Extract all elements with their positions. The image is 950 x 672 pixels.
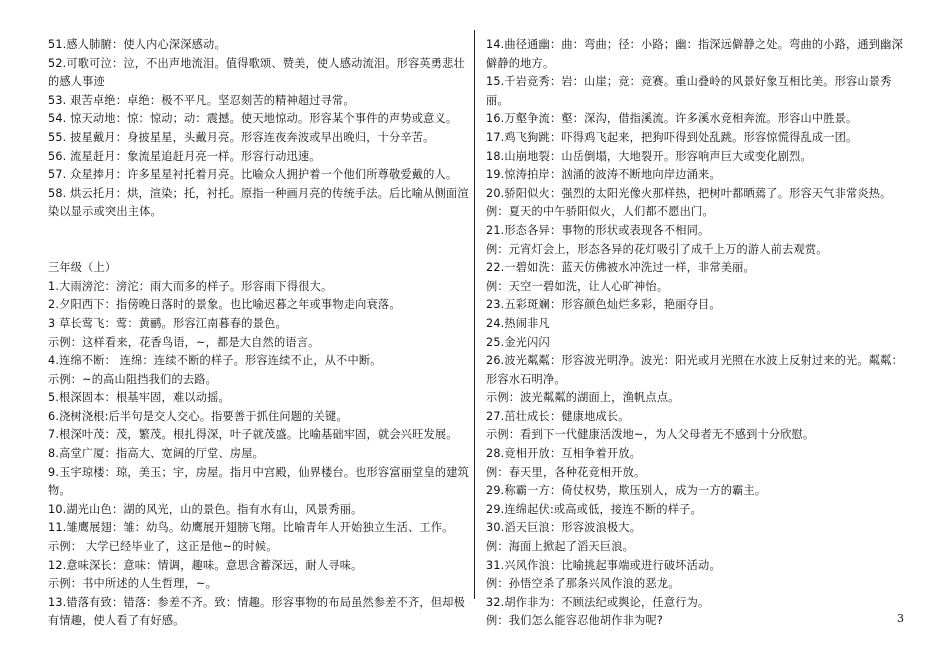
- text-line: 5.根深固本：根基牢固，难以动摇。: [48, 391, 230, 405]
- text-line: 20.骄阳似火：强烈的太阳光像火那样热，把树叶都晒蔫了。形容天气非常炎热。: [486, 186, 892, 200]
- text-line: 示例：看到下一代健康活泼地~，为人父母者无不感到十分欣慰。: [486, 428, 815, 442]
- text-line: 16.万壑争流：壑：深沟，借指溪流。许多溪水竞相奔流。形容山中胜景。: [486, 112, 858, 126]
- text-line: 9.玉宇琼楼：琼，美玉；宇，房屋。指月中宫殿，仙界楼台。也形容富丽堂皇的建筑物。: [48, 465, 470, 498]
- text-line: 24.热闹非凡: [486, 316, 550, 330]
- text-line: 例：天空一碧如洗，让人心旷神怡。: [486, 279, 669, 293]
- text-line: 17.鸡飞狗跳：吓得鸡飞起来，把狗吓得到处乱跳。形容惊慌得乱成一团。: [486, 130, 858, 144]
- text-line: 25.金光闪闪: [486, 335, 550, 349]
- text-line: 28.竞相开放：互相争着开放。: [486, 447, 642, 461]
- text-line: 例：我们怎么能容忍他胡作非为呢?: [486, 614, 663, 628]
- text-line: 例：海面上掀起了滔天巨浪。: [486, 540, 635, 554]
- text-line: 23.五彩斑斓：形容颜色灿烂多彩，艳丽夺目。: [486, 298, 721, 312]
- column-divider: [474, 30, 475, 599]
- text-line: 示例：~的高山阻挡我们的去路。: [48, 372, 217, 386]
- text-line: 29.称霸一方：倚仗权势，欺压别人，成为一方的霸主。: [486, 484, 767, 498]
- text-line: 7.根深叶茂：茂，繁茂。根扎得深，叶子就茂盛。比喻基础牢固，就会兴旺发展。: [48, 428, 458, 442]
- text-line: 53. 艰苦卓绝：卓绝：极不平凡。坚忍刻苦的精神超过寻常。: [48, 93, 355, 107]
- text-line: 例：夏天的中午骄阳似火，人们都不愿出门。: [486, 205, 714, 219]
- left-column: [48, 36, 473, 631]
- text-line: 例：元宵灯会上，形态各异的花灯吸引了成千上万的游人前去观赏。: [486, 242, 828, 256]
- text-line: 57. 众星捧月：许多星星衬托着月亮。比喻众人拥护着一个他们所尊敬爱戴的人。: [48, 168, 458, 182]
- page-number: 3: [897, 612, 904, 625]
- text-line: 54. 惊天动地：惊：惊动；动：震撼。使天地惊动。形容某个事件的声势或意义。: [48, 112, 458, 126]
- text-line: 29.连绵起伏:或高或低，接连不断的样子。: [486, 502, 702, 516]
- text-line: 14.曲径通幽：曲：弯曲；径：小路；幽：指深远僻静之处。弯曲的小路，通到幽深僻静的地方。: [486, 38, 903, 70]
- text-line: 3 草长莺飞：莺：黄鹂。形容江南暮春的景色。: [48, 316, 287, 330]
- text-line: 58. 烘云托月：烘，渲染；托，衬托。原指一种画月亮的传统手法。后比喻从侧面渲染以显示或突出主体。: [48, 186, 469, 219]
- text-line: 10.湖光山色：湖的风光，山的景色。指有水有山，风景秀丽。: [48, 502, 363, 516]
- text-line: 52.可歌可泣：泣，不出声地流泪。值得歌颂、赞美，使人感动流泪。形容英勇悲壮的感人事迹: [48, 56, 465, 89]
- text-line: 27.茁壮成长：健康地成长。: [486, 409, 630, 423]
- text-line: 示例：这样看来，花香鸟语，~，都是大自然的语言。: [48, 335, 320, 349]
- text-line: 8.高堂广厦：指高大、宽阔的厅堂、房屋。: [48, 447, 265, 461]
- text-line: 2.夕阳西下：指傍晚日落时的景象。也比喻迟暮之年或事物走向衰落。: [48, 298, 401, 312]
- text-line: 12.意味深长：意味：情调，趣味。意思含蓄深远，耐人寻味。: [48, 558, 363, 572]
- text-line: 30.滔天巨浪：形容波浪极大。: [486, 521, 642, 535]
- text-line: 19.惊涛拍岸：汹涌的波涛不断地向岸边涌来。: [486, 168, 721, 182]
- text-line: 56. 流星赶月：象流星追赶月亮一样。形容行动迅速。: [48, 149, 321, 163]
- text-line: 22.一碧如洗：蓝天仿佛被水冲洗过一样，非常美丽。: [486, 261, 755, 275]
- text-line: 13.错落有致：错落：参差不齐。致：情趣。形容事物的布局虽然参差不齐，但却极有情趣，使人看了有好感。: [48, 595, 465, 628]
- text-line: 31.兴风作浪：比喻挑起事端或进行破坏活动。: [486, 558, 721, 572]
- text-line: 15.千岩竞秀：岩：山崖；竞：竞赛。重山叠岭的风景好象互相比美。形容山景秀丽。: [486, 75, 892, 107]
- text-line: 11.雏鹰展翅：雏：幼鸟。幼鹰展开翅膀飞翔。比喻青年人开始独立生活、工作。: [48, 521, 454, 535]
- text-line: 6.浇树浇根:后半句是交人交心。指要善于抓住问题的关键。: [48, 409, 348, 423]
- text-line: 示例：波光粼粼的湖面上，渔帆点点。: [486, 391, 680, 405]
- text-line: 4.连绵不断： 连绵：连续不断的样子。形容连续不止，从不中断。: [48, 354, 382, 368]
- right-column: [486, 36, 911, 631]
- text-line: 55. 披星戴月：身披星星，头戴月亮。形容连夜奔波或早出晚归，十分辛苦。: [48, 130, 435, 144]
- text-line: 26.波光粼粼：形容波光明净。波光：阳光或月光照在水波上反射过来的光。粼粼：形容水石明净。: [486, 354, 903, 386]
- text-line: 21.形态各异：事物的形状或表现各不相同。: [486, 223, 710, 237]
- text-line: 32.胡作非为：不顾法纪或舆论，任意行为。: [486, 595, 710, 609]
- text-line: 示例：书中所述的人生哲理，~。: [48, 577, 217, 591]
- text-line: 51.感人肺腑：使人内心深深感动。: [48, 38, 226, 51]
- text-line: 例：孙悟空杀了那条兴风作浪的恶龙。: [486, 577, 680, 591]
- text-line: 三年级（上）: [48, 261, 117, 275]
- blank-line: [48, 241, 473, 260]
- text-line: 示例： 大学已经毕业了，这正是他~的时候。: [48, 540, 278, 554]
- blank-line: [48, 222, 473, 241]
- text-line: 1.大雨滂沱：滂沱：雨大而多的样子。形容雨下得很大。: [48, 279, 333, 293]
- text-line: 18.山崩地裂：山岳倒塌，大地裂开。形容响声巨大或变化剧烈。: [486, 149, 812, 163]
- text-line: 例：春天里，各种花竞相开放。: [486, 465, 646, 479]
